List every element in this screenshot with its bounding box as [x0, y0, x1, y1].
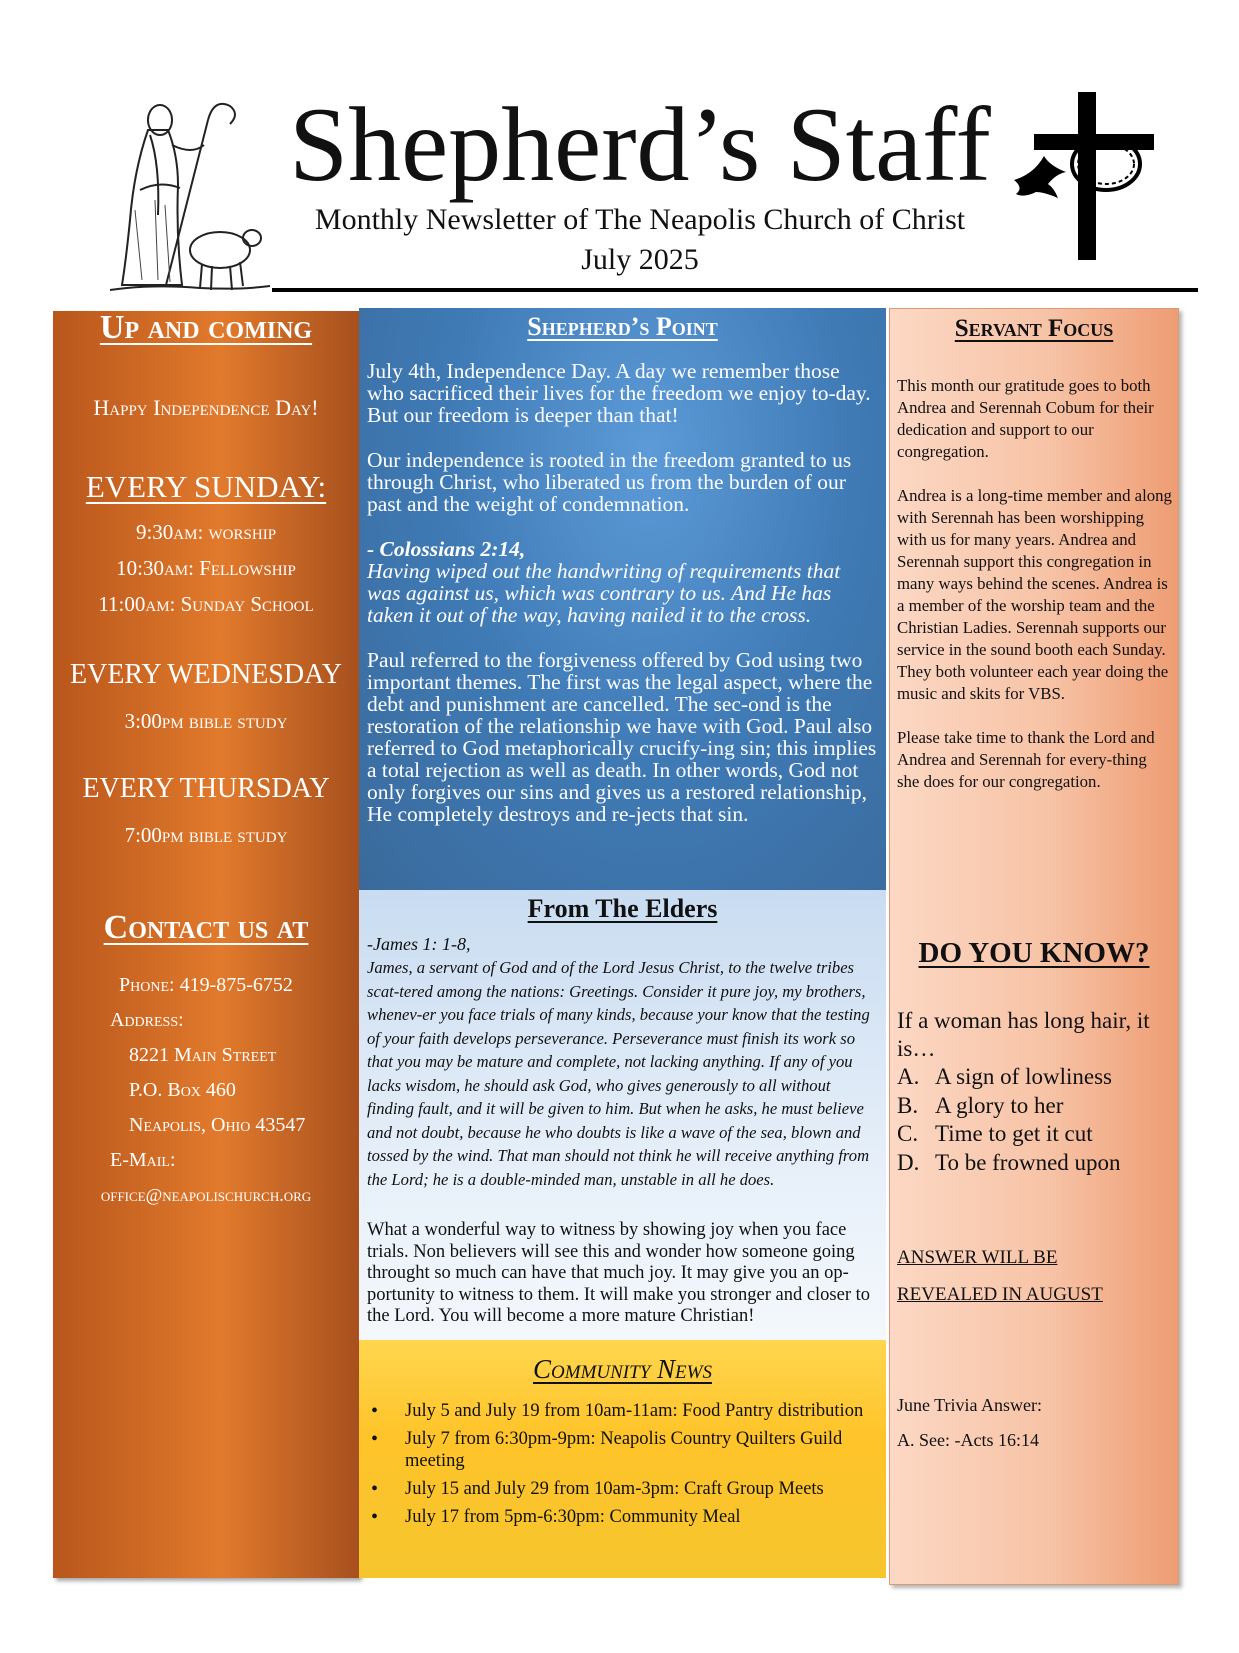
verse-text: Having wiped out the handwriting of requirements that was against us, which was contrary to us. And He has taken it out of the way, having nailed it to the cross. [367, 559, 841, 627]
servant-focus-title: Servant Focus [954, 315, 1114, 342]
phone-number: Phone: 419-875-6752 [119, 974, 293, 996]
newsletter-title: Shepherd’s Staff [289, 86, 991, 203]
do-you-know-title: DO YOU KNOW? [918, 937, 1150, 969]
list-item: • July 5 and July 19 from 10am-11am: Food Pantry distribution [367, 1400, 872, 1422]
verse-text: James, a servant of God and of the Lord Jesus Christ, to the twelve tribes scat-tered among the nations: Greetings. Consider it pure joy, my brothers, whenev-er you face trials of many kinds, because your know that the testing of your faith develops perseverance. Perseverance must finish its work so that you may be mature and complete, not lacking anything. If any of you lacks wisdom, he should ask God, who gives generously to all without finding fault, and it will be given to him. But when he asks, he must believe and not doubt, because he who doubts is like a wave of the sea, blown and tossed by the wind. That man should not think he will receive anything from the Lord; he is a double-minded man, unstable in all he does. [367, 958, 870, 1189]
paragraph: July 4th, Independence Day. A day we remember those who sacrificed their lives for the freedom we enjoy to-day. But our freedom is deeper than that! [367, 359, 871, 427]
address-label: Address: [110, 1009, 184, 1031]
contact-us-heading: Contact us at [103, 909, 309, 946]
paragraph: Andrea is a long-time member and along with Serennah has been worshipping with us for many years. Andrea and Serennah support this congregation in many ways behind the scenes. Andrea is a member of the worship team and the Christian Ladies. Serennah supports our service in the sound booth each Sunday. They both volunteer each year doing the music and skits for VBS. [897, 486, 1172, 703]
newsletter-date: July 2025 [581, 243, 699, 276]
schedule-item: 3:00pm bible study [124, 709, 288, 733]
shepherd-with-lamb-icon [80, 90, 280, 300]
list-item: • July 7 from 6:30pm-9pm: Neapolis Country Quilters Guild meeting [367, 1428, 872, 1472]
verse-reference: -James 1: 1-8, [367, 934, 471, 954]
schedule-item: 11:00am: Sunday School [98, 592, 314, 616]
up-and-coming-heading: Up and coming [99, 309, 313, 346]
shepherds-point-title: Shepherd’s Point [527, 312, 718, 341]
up-and-coming-panel [53, 311, 359, 1578]
trivia-option: D. To be frowned upon [897, 1149, 1121, 1175]
newsletter-subtitle: Monthly Newsletter of The Neapolis Church of Christ [314, 203, 966, 236]
schedule-item: 7:00pm bible study [124, 823, 288, 847]
previous-trivia-label: June Trivia Answer: [897, 1395, 1043, 1415]
trivia-question: If a woman has long hair, it is… [897, 1008, 1150, 1061]
from-the-elders-title: From The Elders [527, 894, 718, 923]
paragraph: Our independence is rooted in the freedom granted to us through Christ, who liberated us from the burden of our past and the weight of condemnation. [367, 448, 852, 516]
independence-greeting: Happy Independence Day! [93, 395, 319, 420]
paragraph: Please take time to thank the Lord and Andrea and Serennah for every-thing she does for our congregation. [897, 728, 1155, 791]
address-line: P.O. Box 460 [129, 1079, 236, 1101]
servant-focus-panel [889, 308, 1179, 1585]
answer-reveal-note: REVEALED IN AUGUST [897, 1284, 1103, 1305]
schedule-item: 9:30am: worship [135, 520, 277, 544]
list-item: • July 15 and July 29 from 10am-3pm: Craft Group Meets [367, 1478, 872, 1500]
email-address[interactable]: office@neapolischurch.org [100, 1185, 312, 1205]
community-news-panel [359, 1340, 886, 1578]
trivia-option: C. Time to get it cut [897, 1121, 1093, 1146]
elders-paragraph: What a wonderful way to witness by showing joy when you face trials. Non believers will see this and wonder how someone going throught so much can have that much joy. It may give you an op-portunity to witness to them. It will make you stronger and closer to the Lord. You will become a more mature Christian! [367, 1220, 871, 1326]
paragraph: Paul referred to the forgiveness offered by God using two important themes. The first was the legal aspect, where the debt and punishment are cancelled. The sec-ond is the restoration of the relationship we have with God. Paul also referred to God metaphorically crucify-ing sin; this implies a total rejection as well as death. In other words, God not only forgives our sins and gives us a restored relationship, He completely destroys and re-jects that sin. [367, 648, 877, 826]
shepherds-point-body [367, 360, 877, 848]
trivia-options [897, 1063, 1173, 1177]
every-sunday-heading: EVERY SUNDAY: [85, 469, 327, 504]
answer-reveal-note: ANSWER WILL BE [897, 1247, 1058, 1268]
cross-with-dove-and-crown-of-thorns-icon [1010, 92, 1190, 272]
trivia-option: B. A glory to her [897, 1092, 1064, 1118]
from-the-elders-panel [359, 890, 886, 1340]
paragraph: This month our gratitude goes to both Andrea and Serennah Cobum for their dedication and support to our congregation. [897, 376, 1154, 461]
email-label: E-Mail: [110, 1149, 176, 1171]
previous-trivia-answer: A. See: -Acts 16:14 [897, 1430, 1039, 1450]
verse-reference: - Colossians 2:14, [367, 537, 526, 561]
header-divider [272, 288, 1198, 292]
address-line: 8221 Main Street [129, 1044, 277, 1066]
list-item: • July 17 from 5pm-6:30pm: Community Meal [367, 1506, 872, 1528]
schedule-item: 10:30am: Fellowship [116, 556, 296, 580]
trivia-option: A. A sign of lowliness [897, 1064, 1112, 1089]
every-wednesday-heading: EVERY WEDNESDAY [70, 659, 342, 690]
shepherds-point-panel [359, 308, 886, 890]
address-line: Neapolis, Ohio 43547 [129, 1114, 306, 1136]
every-thursday-heading: EVERY THURSDAY [82, 773, 330, 804]
servant-focus-body [897, 375, 1173, 815]
community-news-list [367, 1400, 872, 1534]
community-news-title: Community News [533, 1354, 712, 1384]
